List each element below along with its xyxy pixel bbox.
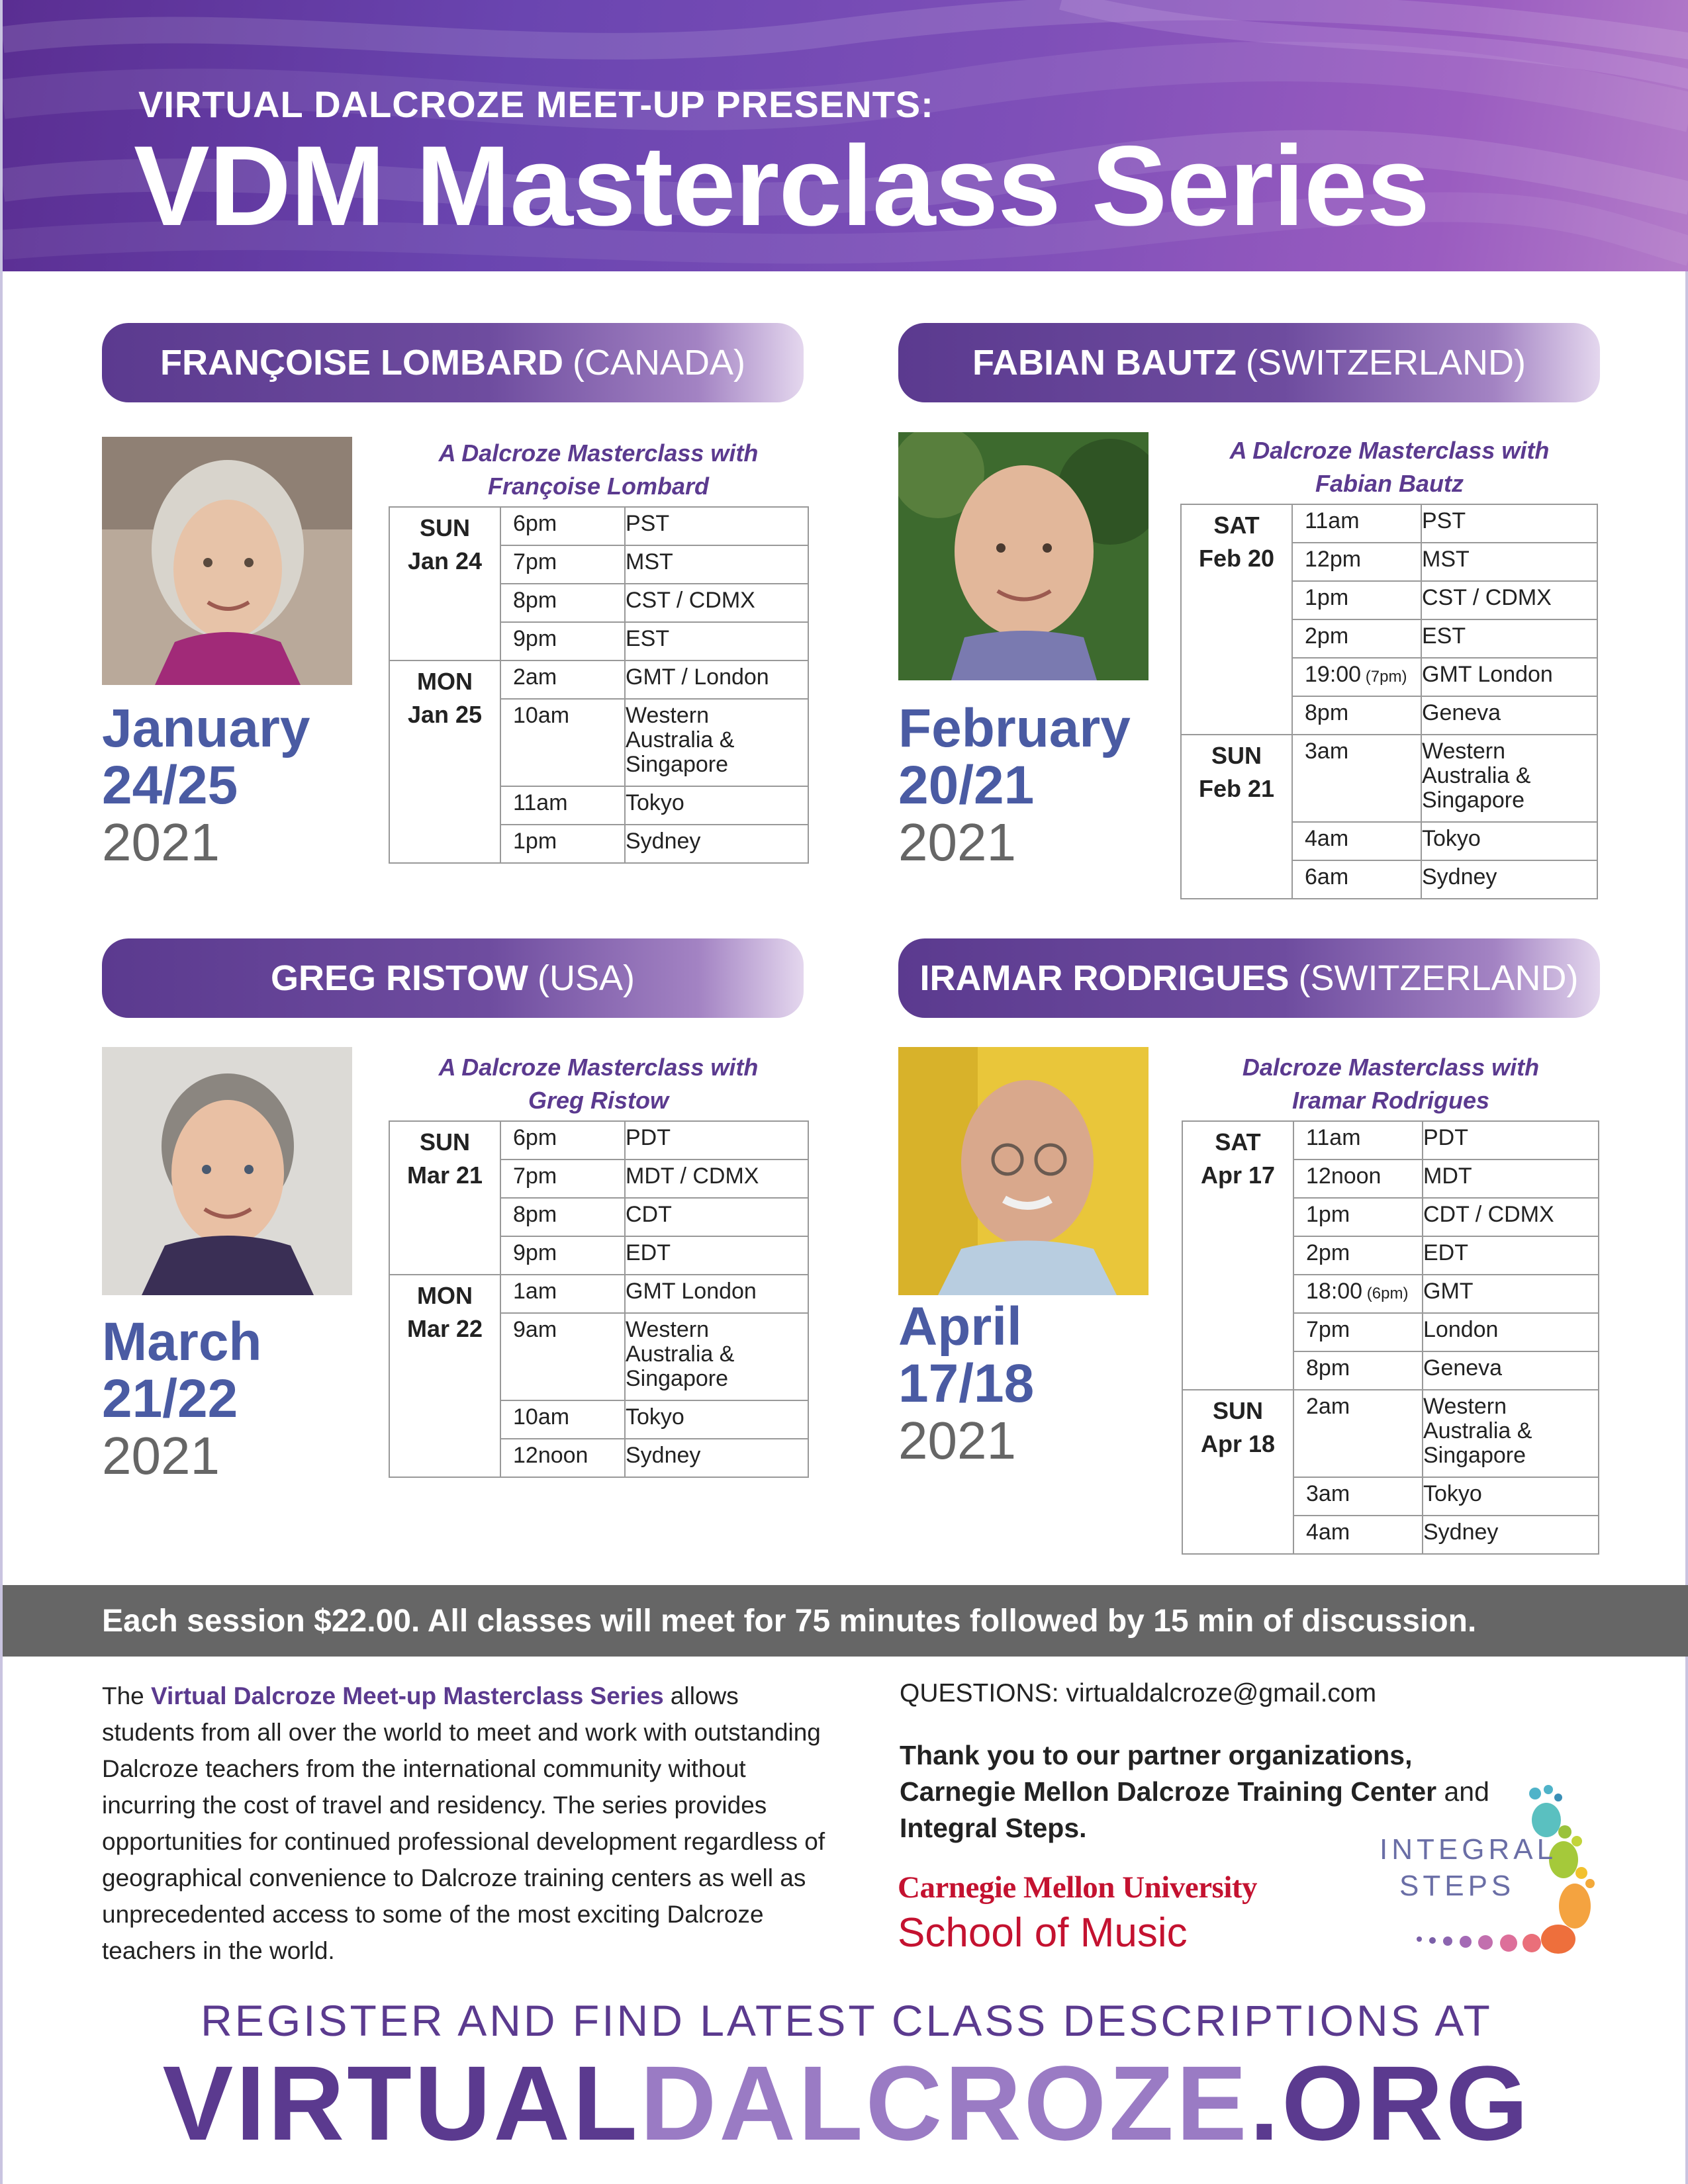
website-link[interactable] (3, 2044, 1688, 2162)
zone-line: EST (1422, 623, 1466, 649)
schedule-time (1293, 1313, 1423, 1351)
schedule-zone (1423, 1516, 1599, 1554)
zone-line: GMT London (1422, 662, 1553, 687)
zone-line: Tokyo (1423, 1481, 1482, 1506)
schedule-time (1292, 822, 1421, 860)
time-value: 4am (1306, 1520, 1350, 1545)
date-days: 17/18 (898, 1353, 1035, 1414)
schedule-zone (1423, 1313, 1599, 1351)
schedule-zone (1421, 543, 1597, 581)
time-value: 12noon (1306, 1163, 1382, 1189)
time-value: 7pm (513, 1163, 557, 1189)
time-value: 18:00 (1306, 1279, 1363, 1304)
cmu-university: Carnegie Mellon University (898, 1870, 1258, 1905)
cmu-school: School of Music (898, 1910, 1188, 1956)
day-date: Apr 18 (1200, 1430, 1276, 1457)
schedule-zone (1421, 822, 1597, 860)
schedule-row (389, 1121, 808, 1160)
schedule-time (1293, 1275, 1423, 1313)
instructor-name: GREG RISTOW (270, 958, 529, 998)
schedule-time (500, 1400, 625, 1439)
thanks-and: and (1436, 1776, 1489, 1807)
date-block-bautz (898, 700, 1131, 871)
integral-line2: STEPS (1399, 1870, 1515, 1902)
date-days: 24/25 (102, 755, 238, 815)
schedule-time (1292, 581, 1421, 619)
masterclass-title-line: A Dalcroze Masterclass with (438, 1054, 759, 1081)
zone-line: PDT (626, 1125, 671, 1150)
partner-cmu: Carnegie Mellon Dalcroze Training Center (900, 1776, 1437, 1807)
time-alt: (7pm) (1361, 668, 1407, 686)
zone-line: EDT (626, 1240, 671, 1265)
instructor-country: (USA) (538, 958, 635, 998)
zone-line: London (1423, 1317, 1499, 1342)
zone-line: Australia & (1422, 763, 1531, 788)
time-value: 1am (513, 1279, 557, 1304)
date-year: 2021 (102, 813, 220, 872)
schedule-zone (1421, 696, 1597, 735)
date-month: March (102, 1312, 262, 1372)
time-value: 7pm (1306, 1317, 1350, 1342)
schedule-time (1293, 1121, 1423, 1160)
instructor-pill-lombard (102, 323, 804, 402)
schedule-time (1293, 1160, 1423, 1198)
time-alt: (6pm) (1362, 1285, 1409, 1302)
site-part-virtual: VIRTUAL (162, 2044, 640, 2162)
schedule-zone (625, 786, 808, 825)
schedule-time (500, 1439, 625, 1477)
day-name: SUN (1211, 742, 1262, 769)
schedule-time (1292, 658, 1421, 696)
schedule-zone (625, 1439, 808, 1477)
schedule-zone (625, 699, 808, 786)
schedule-zone (1421, 658, 1597, 696)
date-block-rodrigues (898, 1298, 1034, 1469)
zone-line: Singapore (626, 752, 729, 777)
time-value: 9pm (513, 626, 557, 651)
cmu-logo (898, 1870, 1257, 1956)
schedule-row (1182, 1390, 1599, 1477)
date-year: 2021 (898, 1411, 1016, 1470)
thanks-end: . (1079, 1813, 1087, 1843)
day-date: Apr 17 (1200, 1161, 1276, 1189)
masterclass-title-name: Iramar Rodrigues (1291, 1087, 1490, 1114)
description-lead: The (102, 1682, 152, 1709)
zone-line: PST (1422, 508, 1466, 533)
time-value: 8pm (1305, 700, 1349, 725)
schedule-zone (1423, 1160, 1599, 1198)
schedule-time (500, 825, 625, 863)
time-value: 19:00 (1305, 662, 1362, 687)
schedule-zone (1421, 581, 1597, 619)
zone-line: Tokyo (626, 790, 684, 815)
masterclass-title-name: Fabian Bautz (1315, 470, 1464, 497)
zone-line: MDT / CDMX (626, 1163, 759, 1189)
schedule-zone (1423, 1275, 1599, 1313)
schedule-zone (1421, 735, 1597, 822)
schedule-day (389, 1121, 500, 1275)
questions-contact: QUESTIONS: virtualdalcroze@gmail.com (900, 1679, 1377, 1707)
series-description (102, 1678, 830, 1969)
schedule-zone (1421, 504, 1597, 543)
day-date: Jan 25 (407, 701, 483, 728)
schedule-zone (1423, 1351, 1599, 1390)
header-banner (3, 0, 1688, 271)
schedule-zone (625, 1121, 808, 1160)
masterclass-title-line: A Dalcroze Masterclass with (438, 439, 759, 467)
schedule-table-rodrigues (1182, 1120, 1599, 1555)
schedule-table-ristow (389, 1120, 809, 1478)
schedule-zone (625, 1400, 808, 1439)
zone-line: Australia & (626, 727, 735, 752)
zone-line: Western (626, 703, 709, 728)
time-value: 1pm (513, 829, 557, 854)
time-value: 3am (1305, 739, 1349, 764)
zone-line: Singapore (1422, 788, 1525, 813)
date-month: February (898, 698, 1131, 758)
schedule-time (500, 1275, 625, 1313)
masterclass-title-line: Dalcroze Masterclass with (1242, 1054, 1540, 1081)
schedule-zone (625, 507, 808, 545)
time-value: 11am (1306, 1125, 1361, 1150)
instructor-pill-rodrigues (898, 938, 1600, 1018)
schedule-time (1293, 1477, 1423, 1516)
day-name: SUN (1212, 1397, 1263, 1424)
zone-line: Western (1422, 739, 1505, 764)
zone-line: Australia & (1423, 1418, 1532, 1443)
instructor-pill-bautz (898, 323, 1600, 402)
date-days: 20/21 (898, 755, 1035, 815)
zone-line: CST / CDMX (1422, 585, 1552, 610)
price-bar: Each session $22.00. All classes will meet for 75 minutes followed by 15 min of discussion. (3, 1585, 1688, 1657)
integral-steps-logo (1380, 1780, 1605, 1966)
day-date: Mar 21 (406, 1161, 483, 1189)
integral-line1: INTEGRAL (1380, 1833, 1558, 1866)
instructor-country: (SWITZERLAND) (1245, 343, 1526, 383)
schedule-time (1292, 696, 1421, 735)
time-value: 4am (1305, 826, 1349, 851)
schedule-zone (625, 622, 808, 660)
schedule-time (1292, 504, 1421, 543)
masterclass-title-name: Françoise Lombard (487, 473, 710, 500)
schedule-day (1182, 1390, 1293, 1554)
instructor-photo-bautz (898, 432, 1149, 680)
schedule-time (500, 786, 625, 825)
page-title: VDM Masterclass Series (134, 122, 1430, 250)
day-date: Jan 24 (407, 547, 483, 574)
time-value: 2am (1306, 1394, 1350, 1419)
register-heading: REGISTER AND FIND LATEST CLASS DESCRIPTIONS AT (201, 1996, 1493, 2045)
schedule-zone (1423, 1236, 1599, 1275)
zone-line: Geneva (1423, 1355, 1503, 1381)
time-value: 8pm (513, 1202, 557, 1227)
masterclass-title-name: Greg Ristow (528, 1087, 669, 1114)
schedule-day (1181, 504, 1292, 735)
schedule-table-bautz (1180, 504, 1598, 899)
day-name: SUN (419, 514, 470, 541)
schedule-time (1292, 619, 1421, 658)
instructor-photo-ristow (102, 1047, 352, 1295)
day-name: SUN (419, 1128, 470, 1156)
schedule-zone (1421, 860, 1597, 899)
zone-line: CDT (626, 1202, 672, 1227)
zone-line: Sydney (626, 1443, 701, 1468)
zone-line: MST (1422, 547, 1470, 572)
time-value: 11am (1305, 508, 1360, 533)
schedule-zone (625, 545, 808, 584)
schedule-zone (625, 1313, 808, 1400)
schedule-time (1293, 1390, 1423, 1477)
zone-line: Australia & (626, 1342, 735, 1367)
time-value: 11am (513, 790, 568, 815)
day-name: SAT (1215, 1128, 1261, 1156)
zone-line: Sydney (626, 829, 701, 854)
zone-line: GMT (1423, 1279, 1474, 1304)
zone-line: MST (626, 549, 673, 574)
date-days: 21/22 (102, 1369, 238, 1429)
schedule-table-lombard (389, 506, 809, 864)
time-value: 2pm (1306, 1240, 1350, 1265)
date-year: 2021 (898, 813, 1016, 872)
zone-line: EST (626, 626, 670, 651)
schedule-zone (1423, 1198, 1599, 1236)
schedule-day (389, 507, 500, 660)
date-month: April (898, 1297, 1022, 1357)
schedule-row (389, 660, 808, 699)
time-value: 1pm (1306, 1202, 1350, 1227)
schedule-time (1293, 1516, 1423, 1554)
day-name: SAT (1213, 512, 1260, 539)
schedule-day (1181, 735, 1292, 899)
schedule-zone (625, 660, 808, 699)
instructor-name: FABIAN BAUTZ (972, 343, 1237, 383)
time-value: 6pm (513, 1125, 557, 1150)
masterclass-title-rodrigues (1182, 1051, 1599, 1117)
day-date: Feb 20 (1198, 545, 1275, 572)
schedule-zone (625, 1275, 808, 1313)
masterclass-title-ristow (390, 1051, 807, 1117)
schedule-time (500, 1198, 625, 1236)
schedule-zone (625, 1236, 808, 1275)
instructor-country: (CANADA) (572, 343, 745, 383)
zone-line: Sydney (1423, 1520, 1499, 1545)
zone-line: GMT London (626, 1279, 757, 1304)
time-value: 6am (1305, 864, 1349, 889)
schedule-time (500, 660, 625, 699)
site-part-dalcroze: DALCROZE (639, 2044, 1250, 2162)
series-name-highlight: Virtual Dalcroze Meet-up Masterclass Series (151, 1682, 664, 1709)
schedule-time (500, 1313, 625, 1400)
zone-line: Sydney (1422, 864, 1497, 889)
schedule-time (500, 1160, 625, 1198)
zone-line: CDT / CDMX (1423, 1202, 1554, 1227)
partner-integral-steps: Integral Steps (900, 1813, 1080, 1843)
zone-line: Singapore (626, 1366, 729, 1391)
date-block-lombard (102, 700, 310, 871)
zone-line: Singapore (1423, 1443, 1526, 1468)
schedule-zone (625, 1198, 808, 1236)
schedule-time (1292, 735, 1421, 822)
schedule-zone (625, 825, 808, 863)
schedule-time (500, 699, 625, 786)
thanks-line: Thank you to our partner organizations, (900, 1740, 1413, 1770)
zone-line: Tokyo (626, 1404, 684, 1430)
schedule-row (389, 1275, 808, 1313)
schedule-time (1293, 1351, 1423, 1390)
zone-line: Western (1423, 1394, 1507, 1419)
day-date: Mar 22 (406, 1315, 483, 1342)
time-value: 12noon (513, 1443, 588, 1468)
schedule-time (500, 622, 625, 660)
time-value: 2am (513, 664, 557, 690)
instructor-pill-ristow (102, 938, 804, 1018)
date-block-ristow (102, 1314, 262, 1484)
day-date: Feb 21 (1198, 775, 1275, 802)
schedule-day (389, 1275, 500, 1477)
site-part-org: .ORG (1249, 2044, 1531, 2162)
time-value: 8pm (1306, 1355, 1350, 1381)
masterclass-title-bautz (1181, 434, 1598, 500)
schedule-day (1182, 1121, 1293, 1390)
time-value: 9pm (513, 1240, 557, 1265)
schedule-time (1293, 1236, 1423, 1275)
masterclass-title-line: A Dalcroze Masterclass with (1229, 437, 1550, 464)
schedule-zone (1423, 1121, 1599, 1160)
schedule-time (500, 584, 625, 622)
time-value: 2pm (1305, 623, 1349, 649)
instructor-name: FRANÇOISE LOMBARD (160, 343, 563, 383)
zone-line: MDT (1423, 1163, 1472, 1189)
zone-line: Western (626, 1317, 709, 1342)
time-value: 9am (513, 1317, 557, 1342)
zone-line: Geneva (1422, 700, 1501, 725)
zone-line: CST / CDMX (626, 588, 755, 613)
schedule-day (389, 660, 500, 863)
time-value: 1pm (1305, 585, 1349, 610)
schedule-time (500, 1236, 625, 1275)
time-value: 3am (1306, 1481, 1350, 1506)
zone-line: EDT (1423, 1240, 1468, 1265)
schedule-time (500, 507, 625, 545)
schedule-zone (625, 584, 808, 622)
zone-line: Tokyo (1422, 826, 1481, 851)
zone-line: GMT / London (626, 664, 769, 690)
schedule-time (1292, 860, 1421, 899)
instructor-photo-rodrigues (898, 1047, 1149, 1295)
time-value: 12pm (1305, 547, 1362, 572)
schedule-zone (625, 1160, 808, 1198)
instructor-photo-lombard (102, 437, 352, 685)
schedule-row (1181, 735, 1597, 822)
schedule-row (1182, 1121, 1599, 1160)
instructor-name: IRAMAR RODRIGUES (919, 958, 1289, 998)
header-kicker: VIRTUAL DALCROZE MEET-UP PRESENTS: (138, 83, 934, 125)
date-month: January (102, 698, 310, 758)
schedule-time (500, 1121, 625, 1160)
time-value: 8pm (513, 588, 557, 613)
schedule-row (389, 507, 808, 545)
schedule-zone (1423, 1390, 1599, 1477)
zone-line: PDT (1423, 1125, 1468, 1150)
masterclass-title-lombard (390, 437, 807, 503)
schedule-zone (1423, 1477, 1599, 1516)
schedule-time (1292, 543, 1421, 581)
schedule-zone (1421, 619, 1597, 658)
day-name: MON (417, 1282, 473, 1309)
date-year: 2021 (102, 1426, 220, 1485)
time-value: 10am (513, 1404, 570, 1430)
schedule-row (1181, 504, 1597, 543)
zone-line: PST (626, 511, 670, 536)
instructor-country: (SWITZERLAND) (1298, 958, 1579, 998)
schedule-time (1293, 1198, 1423, 1236)
day-name: MON (417, 668, 473, 695)
description-body: allows students from all over the world to meet and work with outstanding Dalcroze teachers from the international community without incurring the cost of travel and residency. The series provides opportunities for continued professional development regardless of geographical convenience to Dalcroze training centers as well as unprecedented access to some of the most exciting Dalcroze teachers in the world. (102, 1682, 825, 1964)
time-value: 7pm (513, 549, 557, 574)
time-value: 10am (513, 703, 570, 728)
schedule-time (500, 545, 625, 584)
time-value: 6pm (513, 511, 557, 536)
